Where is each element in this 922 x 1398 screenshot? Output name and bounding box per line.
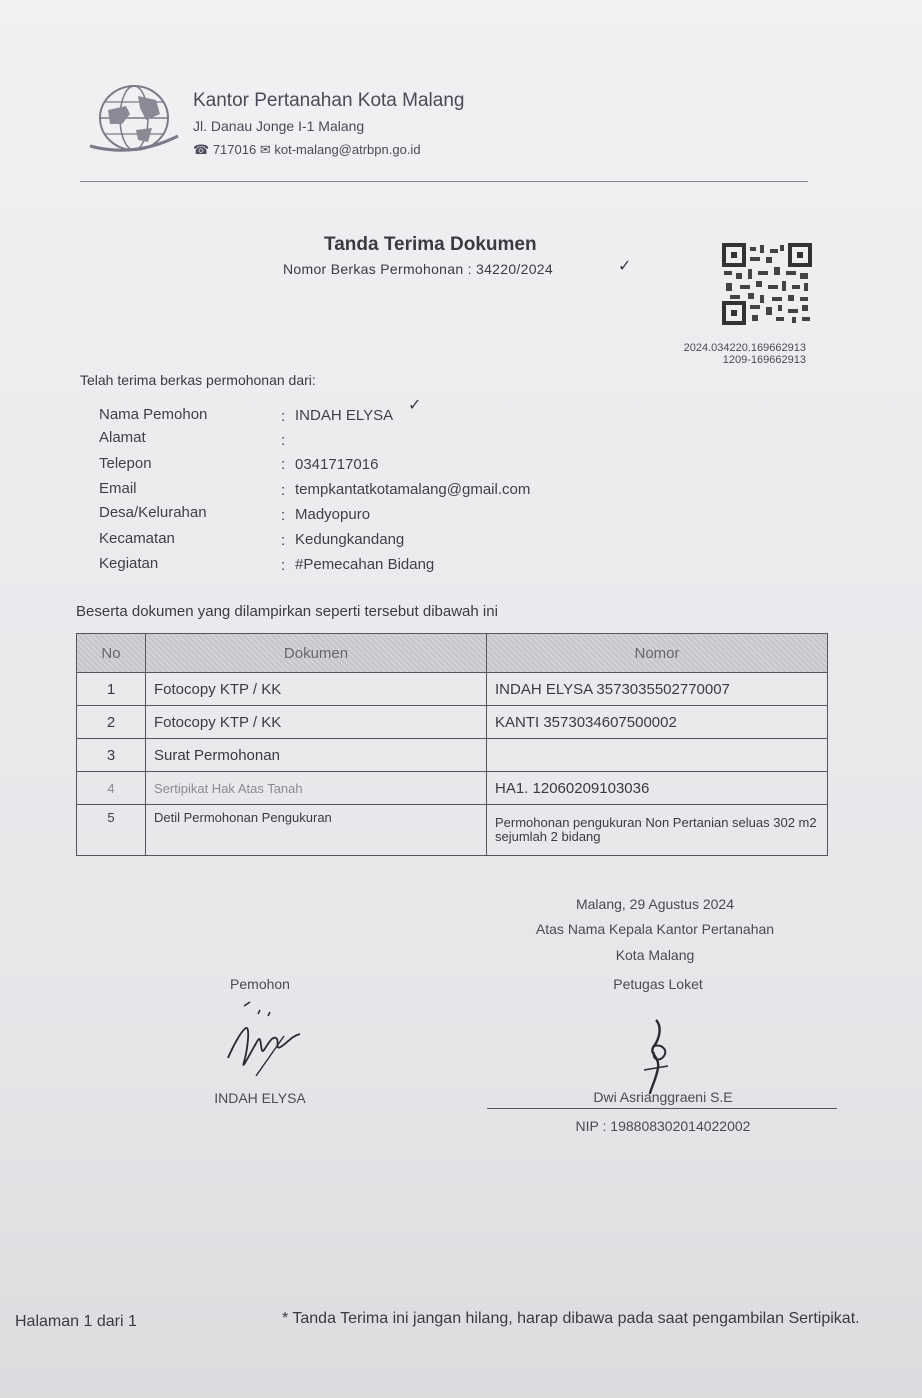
officer-nip: NIP : 198808302014022002 (575, 1118, 751, 1134)
table-row (77, 706, 828, 739)
cell-no: 5 (77, 805, 146, 856)
field-label-kecamatan: Kecamatan (99, 530, 175, 547)
field-colon: : (281, 532, 286, 549)
envelope-icon: ✉ (259, 142, 271, 157)
field-value-email: tempkantatkotamalang@gmail.com (295, 481, 531, 498)
field-label-nama: Nama Pemohon (99, 406, 208, 423)
field-value-kegiatan: #Pemecahan Bidang (295, 556, 435, 573)
office-name: Kantor Pertanahan Kota Malang (193, 90, 465, 111)
cell-dokumen: Fotocopy KTP / KK (146, 673, 487, 706)
qr-code (722, 243, 812, 325)
column-header-nomor: Nomor (487, 634, 828, 673)
checkmark-icon: ✓ (618, 258, 632, 275)
table-row (77, 673, 828, 706)
field-label-desa: Desa/Kelurahan (99, 504, 207, 521)
attachment-text: Beserta dokumen yang dilampirkan seperti tersebut dibawah ini (76, 603, 498, 620)
cell-nomor: KANTI 3573034607500002 (487, 706, 828, 739)
qr-code-line: 1209-169662913 (722, 354, 806, 366)
signature-line (487, 1108, 837, 1109)
cell-dokumen: Sertipikat Hak Atas Tanah (146, 772, 487, 805)
header-divider (80, 181, 808, 182)
on-behalf-line-1: Atas Nama Kepala Kantor Pertanahan (535, 921, 775, 937)
officer-role: Petugas Loket (613, 976, 703, 992)
cell-no: 3 (77, 739, 146, 772)
phone-icon: ☎ (193, 142, 210, 157)
table-row (77, 739, 828, 772)
page-number: Halaman 1 dari 1 (15, 1313, 137, 1330)
cell-nomor: Permohonan pengukuran Non Pertanian seluas 302 m2 sejumlah 2 bidang (487, 805, 828, 856)
field-label-kegiatan: Kegiatan (99, 555, 159, 572)
officer-signature (628, 1016, 684, 1096)
column-header-no: No (77, 634, 146, 673)
cell-nomor (487, 739, 828, 772)
checkmark-icon: ✓ (408, 397, 422, 414)
documents-table (76, 633, 828, 856)
cell-dokumen: Fotocopy KTP / KK (146, 706, 487, 739)
globe-logo-icon (86, 80, 180, 160)
cell-dokumen: Detil Permohonan Pengukuran (146, 805, 487, 856)
table-row (77, 772, 828, 805)
office-contact (193, 142, 421, 158)
field-colon: : (281, 432, 286, 449)
table-header-row (77, 634, 828, 673)
cell-nomor: INDAH ELYSA 3573035502770007 (487, 673, 828, 706)
office-email[interactable]: kot-malang@atrbpn.go.id (274, 142, 421, 157)
cell-no: 2 (77, 706, 146, 739)
field-value-desa: Madyopuro (295, 506, 371, 523)
field-value-telepon: 0341717016 (295, 456, 379, 473)
field-colon: : (281, 408, 286, 425)
application-number: Nomor Berkas Permohonan : 34220/2024 (283, 261, 553, 277)
column-header-dokumen: Dokumen (146, 634, 487, 673)
cell-dokumen: Surat Permohonan (146, 739, 487, 772)
cell-no: 1 (77, 673, 146, 706)
field-colon: : (281, 507, 286, 524)
document-title: Tanda Terima Dokumen (324, 234, 537, 255)
applicant-name: INDAH ELYSA (214, 1090, 306, 1106)
field-value-nama: INDAH ELYSA (295, 407, 394, 424)
field-colon: : (281, 557, 286, 574)
field-value-kecamatan: Kedungkandang (295, 531, 405, 548)
footer-note: * Tanda Terima ini jangan hilang, harap dibawa pada saat pengambilan Sertipikat. (282, 1310, 860, 1327)
applicant-role: Pemohon (230, 976, 290, 992)
officer-name: Dwi Asrianggraeni S.E (593, 1089, 733, 1105)
cell-no: 4 (77, 772, 146, 805)
qr-code-text (640, 342, 806, 366)
field-colon: : (281, 456, 286, 473)
field-label-alamat: Alamat (99, 429, 146, 446)
place-date: Malang, 29 Agustus 2024 (575, 896, 734, 912)
table-row (77, 805, 828, 856)
field-colon: : (281, 482, 286, 499)
office-phone: 717016 (212, 142, 257, 157)
on-behalf-line-2: Kota Malang (615, 947, 695, 963)
field-label-telepon: Telepon (99, 455, 152, 472)
qr-code-line: 2024.034220.169662913 (683, 342, 806, 354)
cell-nomor: HA1. 12060209103036 (487, 772, 828, 805)
received-text: Telah terima berkas permohonan dari: (80, 372, 316, 388)
office-address: Jl. Danau Jonge I-1 Malang (193, 118, 365, 134)
applicant-signature (220, 1000, 310, 1080)
field-label-email: Email (99, 480, 137, 497)
